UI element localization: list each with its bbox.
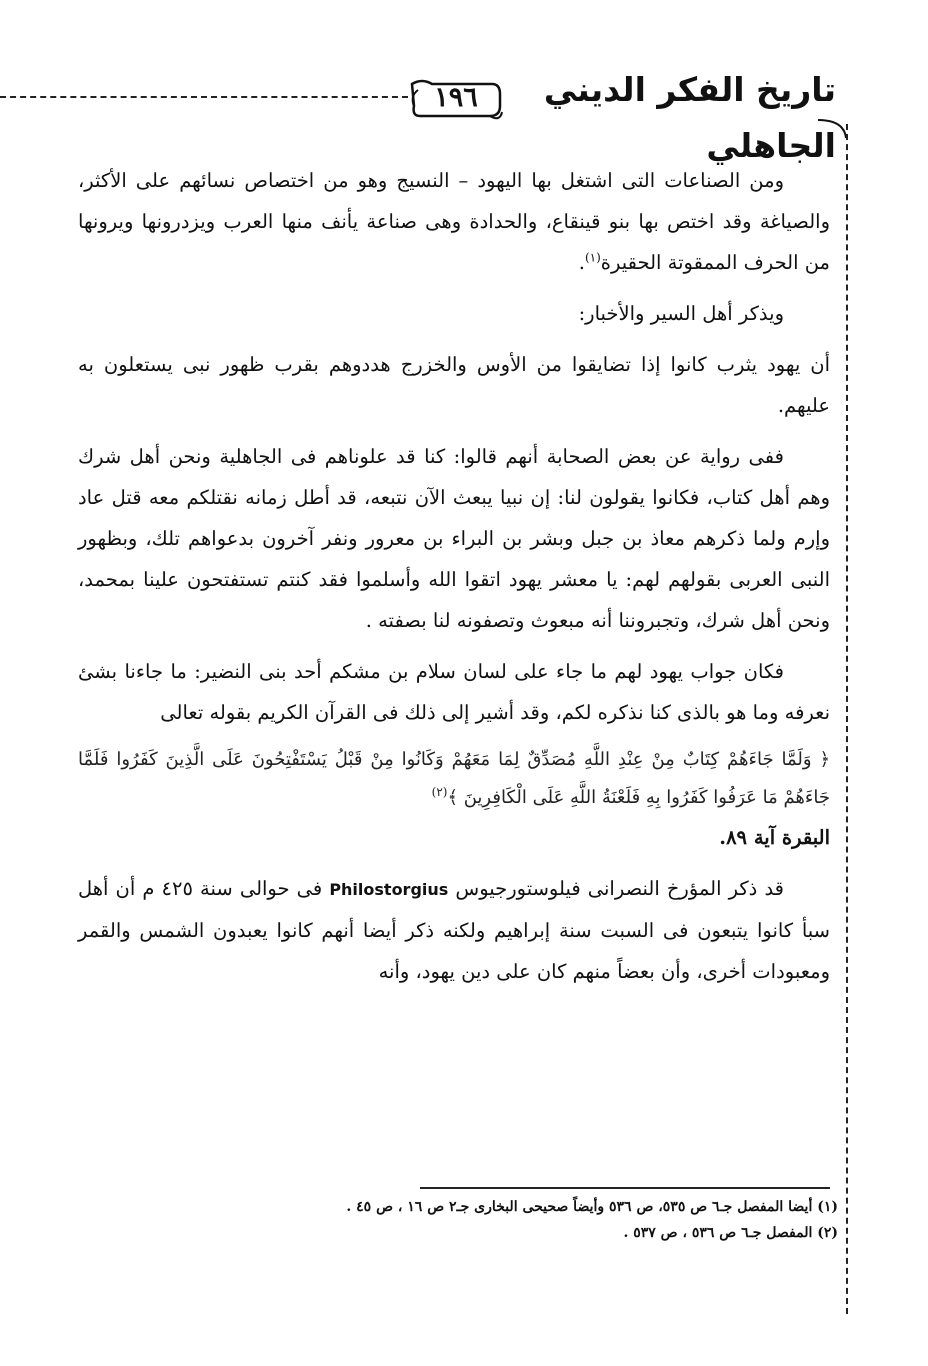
- page-number: ١٩٦: [434, 82, 478, 113]
- footnote-2: (٢) المفصل جـ٦ ص ٥٣٦ ، ص ٥٣٧ .: [623, 1225, 838, 1241]
- frame-corner-icon: [818, 100, 858, 140]
- paragraph-6: [78, 868, 830, 992]
- header-dashed-rule: [0, 96, 408, 98]
- footnotes: [150, 1194, 838, 1246]
- footnote-ref-1: (١): [584, 250, 601, 265]
- latin-name: Philostorgius: [329, 880, 449, 899]
- paragraph-6-start: قد ذكر المؤرخ النصرانى فيلوستورجيوس: [455, 877, 784, 900]
- paragraph-6-rest: فى حوالى سنة ٤٢٥ م أن أهل سبأ كانوا يتبعون فى السبت سنة إبراهيم ولكنه ذكر أيضا أنهم كانوا يعبدون الشمس والقمر ومعبودات أخرى، وأن بعضاً منهم كان على دين يهود، وأنه: [78, 877, 830, 983]
- footnote-1: (١) أيضا المفصل جـ٦ ص ٥٣٥، ص ٥٣٦ وأيضاً صحيحى البخارى جـ٢ ص ١٦ ، ص ٤٥ .: [346, 1199, 838, 1215]
- paragraph-5: فكان جواب يهود لهم ما جاء على لسان سلام بن مشكم أحد بنى النضير: ما جاءنا بشئ نعرفه وما هو بالذى كنا نذكره لكم، وقد أشير إلى ذلك فى القرآن الكريم بقوله تعالى: [78, 660, 830, 724]
- running-title: تاريخ الفكر الديني الجاهلي: [543, 70, 836, 165]
- paragraph-4: ففى رواية عن بعض الصحابة أنهم قالوا: كنا قد علوناهم فى الجاهلية ونحن أهل شرك وهم أهل كتاب، فكانوا يقولون لنا: إن نبيا يبعث الآن نتبعه، قد أطل زمانه نقتلكم معه قتل عاد وإرم ولما ذكرهم معاذ بن جبل وبشر بن البراء بن معرور ونفر آخرون بدعواهم تلك، وبظهور النبى العربى بقولهم لهم: يا معشر يهود اتقوا الله وأسلموا فقد كنتم تستفتحون علينا بمحمد، ونحن أهل شرك، وتجبروننا أنه مبعوث وتصفونه لنا بصفته .: [78, 445, 830, 632]
- surah-reference: البقرة آية ٨٩.: [719, 826, 830, 849]
- paragraph-2: ويذكر أهل السير والأخبار:: [578, 302, 784, 325]
- frame-right-border: [846, 124, 848, 1314]
- footnote-ref-2: (٢): [431, 785, 448, 799]
- paragraph-1: [78, 160, 830, 283]
- footnote-separator: [420, 1187, 830, 1189]
- paragraph-3: أن يهود يثرب كانوا إذا تضايقوا من الأوس والخزرج هددوهم بقرب ظهور نبى يستعلون به عليهم.: [78, 353, 830, 417]
- paragraph-1-end: .: [578, 251, 585, 274]
- main-text: [78, 160, 830, 992]
- quran-verse-text: ﴿ وَلَمَّا جَاءَهُمْ كِتَابٌ مِنْ عِنْدِ اللَّهِ مُصَدِّقٌ لِمَا مَعَهُمْ وَكَانُوا مِنْ قَبْلُ يَسْتَفْتِحُونَ عَلَى الَّذِينَ كَفَرُوا فَلَمَّا جَاءَهُمْ مَا عَرَفُوا كَفَرُوا بِهِ فَلَعْنَةُ اللَّهِ عَلَى الْكَافِرِينَ ﴾: [78, 749, 830, 808]
- quran-verse: [78, 741, 830, 817]
- paragraph-1-text: ومن الصناعات التى اشتغل بها اليهود – النسيج وهو من اختصاص نسائهم على الأكثر، والصياغة وقد اختص بها بنو قينقاع، والحدادة وهى صناعة يأنف منها العرب ويزدرونها ويرونها من الحرف الممقوتة الحقيرة: [78, 169, 830, 274]
